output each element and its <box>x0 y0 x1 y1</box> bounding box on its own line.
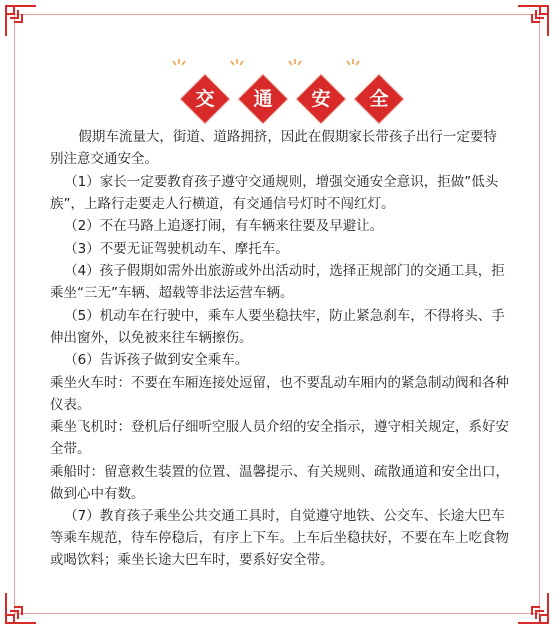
intro-paragraph: 假期车流量大，街道、道路拥挤，因此在假期家长带孩子出行一定要特别注意交通安全。 <box>50 129 497 167</box>
title-diamond-3 <box>292 70 350 128</box>
rule-paragraph: （1）家长一定要教育孩子遵守交通规则，增强交通安全意识，拒做”低头族”，上路行走要走人行横道，有交通信号灯时不闯红灯。 <box>50 173 499 212</box>
rule-paragraph: （4）孩子假期如需外出旅游或外出活动时，选择正规部门的交通工具，拒乘坐“三无”车辆、超载等非法运营车辆。 <box>50 263 505 301</box>
corner-ornament-top-right <box>516 4 550 38</box>
rule-paragraph: （3）不要无证驾驶机动车、摩托车。 <box>64 240 289 257</box>
rule-paragraph: （2）不在马路上追逐打闹，有车辆来往要及早避让。 <box>64 218 384 234</box>
rule-paragraph: （5）机动车在行驶中，乘车人要坐稳扶牢，防止紧急刹车，不得将头、手伸出窗外，以免被来往车辆擦伤。 <box>50 307 505 346</box>
corner-ornament-bottom-right <box>516 591 550 625</box>
title-char: 全 <box>369 88 389 110</box>
title-diamond-4 <box>350 70 408 128</box>
title-diamond-1 <box>176 70 234 128</box>
train-paragraph: 乘坐火车时：不要在车厢连接处逗留，也不要乱动车厢内的紧急制动阀和各种仪表。 <box>50 374 509 413</box>
article-body <box>50 126 510 572</box>
corner-ornament-bottom-left <box>4 591 38 625</box>
title-banner <box>0 50 554 130</box>
corner-ornament-top-left <box>4 4 38 38</box>
boat-paragraph: 乘船时：留意救生装置的位置、温馨提示、有关规则、疏散通道和安全出口，做到心中有数。 <box>50 463 509 502</box>
rule-paragraph: （7）教育孩子乘坐公共交通工具时，自觉遵守地铁、公交车、长途大巴车等乘车规范，待车停稳后，有序上下车。上车后坐稳扶好，不要在车上吃食物或喝饮料；乘坐长途大巴车时，要系好安全带。 <box>50 508 509 568</box>
title-char: 安 <box>311 88 331 110</box>
rule-paragraph: （6）告诉孩子做到安全乘车。 <box>64 352 249 368</box>
title-char: 交 <box>195 88 215 110</box>
title-char: 通 <box>253 88 273 110</box>
title-diamond-2 <box>234 70 292 128</box>
plane-paragraph: 乘坐飞机时：登机后仔细听空服人员介绍的安全指示，遵守相关规定，系好安全带。 <box>50 419 509 457</box>
